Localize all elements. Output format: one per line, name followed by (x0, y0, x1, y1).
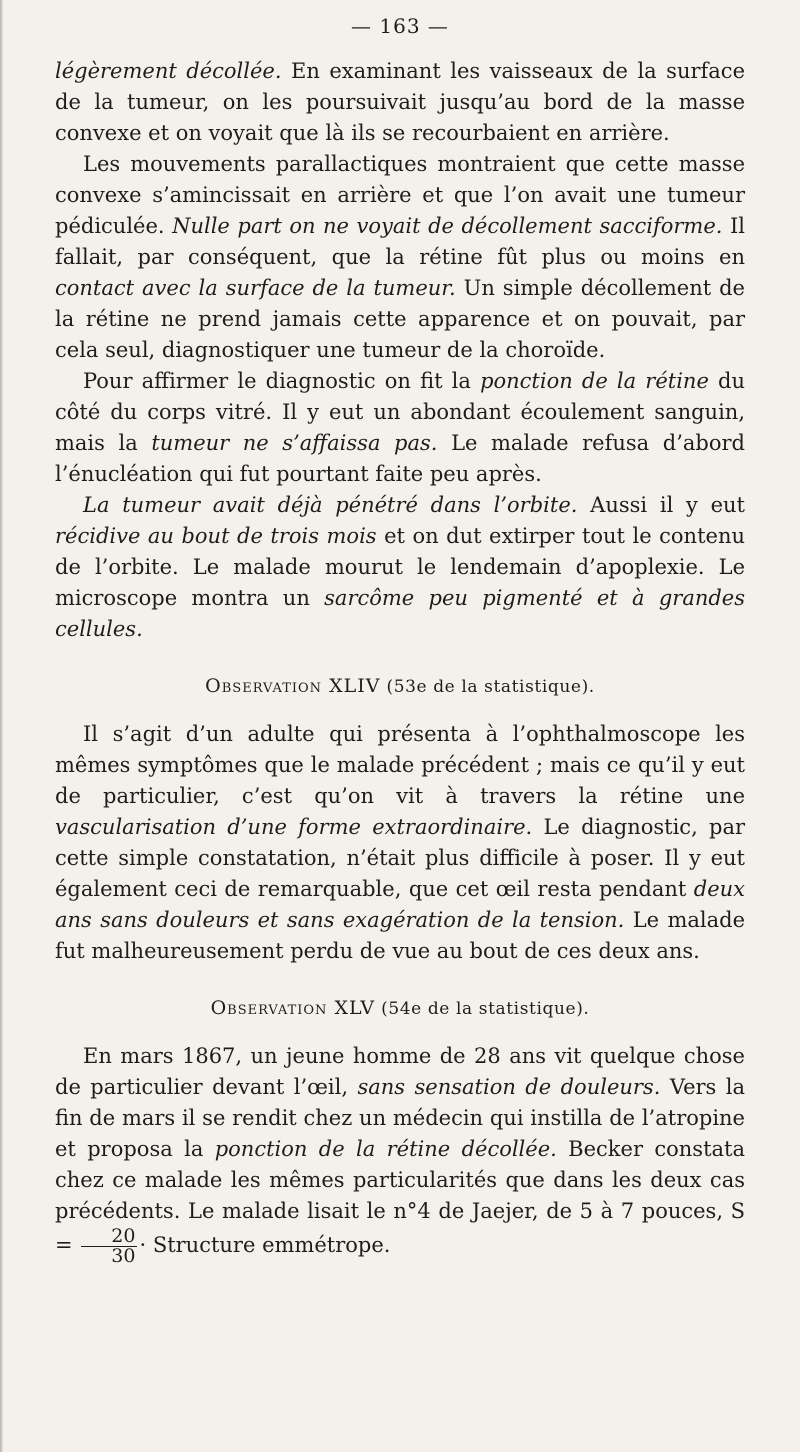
observation-heading-45-detail: (54e de la statistique). (375, 999, 590, 1019)
paragraph-3-text-e: Le malade refusa d’abord l’énucléation qui fut pourtant faite peu après. (55, 431, 745, 486)
paragraph-1-italic-a: légèrement décollée. (55, 59, 282, 83)
paragraph-5 (55, 719, 745, 967)
observation-heading-44-title: Observation XLIV (205, 675, 381, 697)
paragraph-4 (55, 490, 745, 645)
paragraph-2-italic-b: Nulle part on ne voyait de décollement sacciforme. (172, 214, 723, 238)
paragraph-2-text-a: Les mouvements parallactiques montraient que cette masse convexe s’amincissait en arrière et que l’on avait une tumeur pédiculée. (55, 152, 745, 238)
paragraph-6-text-a: En mars 1867, un jeune homme de 28 ans vit quelque chose de particulier devant l’œil, (55, 1044, 745, 1099)
paragraph-2-text-c: Il fallait, par conséquent, que la rétine fût plus ou moins en (55, 214, 745, 269)
paragraph-3-italic-b: ponction de la rétine (480, 369, 709, 393)
acuity-fraction-denominator: 30 (111, 1245, 136, 1267)
paragraph-6 (55, 1041, 745, 1266)
paragraph-6-italic-b: sans sensation de douleurs. (357, 1075, 661, 1099)
paragraph-6-text-f: · Structure emmétrope. (139, 1233, 391, 1257)
paragraph-6-italic-d: ponction de la rétine décollée. (214, 1137, 557, 1161)
paragraph-4-italic-a: La tumeur avait déjà pénétré dans l’orbite. (83, 493, 578, 517)
paragraph-4-text-b: Aussi il y eut (577, 493, 745, 517)
paragraph-4-text-d: et on dut extirper tout le contenu de l’orbite. Le malade mourut le lendemain d’apoplexie. Le microscope montra un (55, 524, 745, 610)
acuity-fraction-numerator: 20 (81, 1227, 137, 1247)
paragraph-4-italic-e: sarcôme peu pigmenté et à grandes cellules. (55, 586, 746, 641)
paragraph-3 (55, 366, 745, 490)
paragraph-3-italic-d: tumeur ne s’affaissa pas. (151, 431, 438, 455)
paragraph-5-italic-d: deux ans sans douleurs et sans exagération de la tension. (55, 877, 745, 932)
acuity-fraction (81, 1227, 137, 1266)
paragraph-2-italic-d: contact avec la surface de la tumeur. (55, 276, 456, 300)
paragraph-3-text-a: Pour affirmer le diagnostic on fit la (83, 369, 481, 393)
paragraph-2-text-e: Un simple décollement de la rétine ne prend jamais cette apparence et on pouvait, par cela seul, diagnostiquer une tumeur de la choroïde. (55, 276, 745, 362)
paragraph-3-text-c: du côté du corps vitré. Il y eut un abondant écoulement sanguin, mais la (55, 369, 746, 455)
body-text (55, 56, 745, 1266)
paragraph-5-italic-b: vascularisation d’une forme extraordinaire. (55, 815, 533, 839)
paragraph-5-text-a: Il s’agit d’un adulte qui présenta à l’ophthalmoscope les mêmes symptômes que le malade précédent ; mais ce qu’il y eut de particulier, c’est qu’on vit à travers la rétine une (55, 722, 745, 808)
paragraph-1 (55, 56, 745, 149)
paragraph-2 (55, 149, 745, 366)
paragraph-6-text-e: Becker constata chez ce malade les mêmes particularités que dans les deux cas précédents. Le malade lisait le n°4 de Jaejer, de 5 à 7 pouces, S = (55, 1137, 745, 1257)
paragraph-1-text-b: En examinant les vaisseaux de la surface de la tumeur, on les poursuivait jusqu’au bord de la masse convexe et on voyait que là ils se recourbaient en arrière. (55, 59, 745, 145)
page-number: — 163 — (351, 14, 449, 38)
observation-heading-44 (55, 671, 745, 703)
paragraph-4-italic-c: récidive au bout de trois mois (55, 524, 377, 548)
paragraph-6-text-c: Vers la fin de mars il se rendit chez un médecin qui instilla de l’atropine et proposa la (55, 1075, 745, 1161)
paragraph-5-text-c: Le diagnostic, par cette simple constatation, n’était plus difficile à poser. Il y eut également ceci de remarquable, que cet œil resta pendant (55, 815, 745, 901)
binding-edge (0, 0, 3, 1452)
observation-heading-44-detail: (53e de la statistique). (380, 677, 595, 697)
paragraph-5-text-e: Le malade fut malheureusement perdu de vue au bout de ces deux ans. (55, 908, 746, 963)
observation-heading-45 (55, 993, 745, 1025)
observation-heading-45-title: Observation XLV (210, 997, 376, 1019)
